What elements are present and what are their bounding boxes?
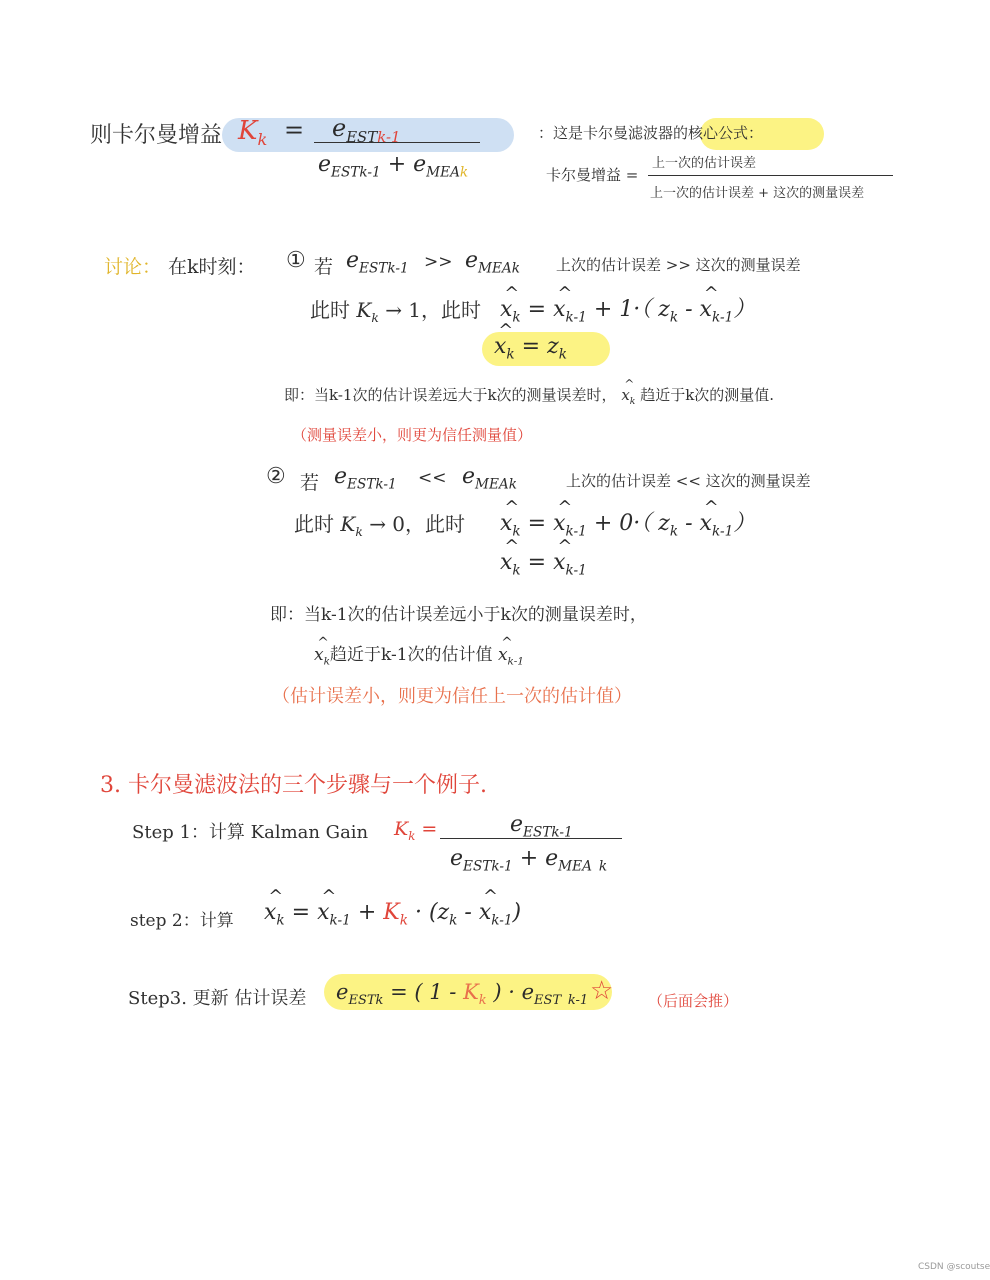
step3-label: Step3. 更新 估计误差 [128,988,307,1009]
discuss-label: 讨论： [104,256,162,278]
section3-heading: 3. 卡尔曼滤波法的三个步骤与一个例子. [100,773,487,798]
case2-equation: ^ $x_k$ = ^ $x_{k-1} + 0\cdot$（ $z_k$ - ^ $x_{k-1}$） [500,506,755,539]
step1-fraction-bar [440,838,622,839]
step3-equation: $e_{ESTk}$ = ( $1 - K_k$ ) · $e_{EST}$ $_{k-1}$ [336,980,589,1009]
case1-mea: $e_{MEAk}$ [465,248,521,277]
core-note: ：这是卡尔曼滤波器的核心公式： [538,124,764,142]
case2-paren: （估计误差小，则更为信任上一次的估计值） [272,686,632,707]
gain-fraction-bar [314,142,480,143]
case2-est: $e_{ESTk-1}$ [334,464,397,493]
case2-meaning-line2: ^ $x_k$趋近于k-1次的估计值 ^ $x_{k-1}$ [314,640,524,667]
gain-words-denominator: 上一次的估计误差 + 这次的测量误差 [650,186,865,201]
gain-kk: $K_k$ [238,116,268,150]
case1-cishi: 此时 $K_k \to 1$，此时 [310,298,482,325]
gain-title: 则卡尔曼增益 [90,123,223,148]
case1-equation: ^ $x_k$ = ^ $x_{k-1} + 1\cdot$（ $z_k$ - ^ $x_{k-1}$） [500,292,755,325]
case2-result: ^ $x_k$ = ^ $x_{k-1}$ [500,550,587,578]
step2-equation: ^ $x_k$ = ^ $x_{k-1} + K_k \cdot (z_k$ - ^ $x_{k-1}$) [264,900,521,928]
step1-label: Step 1：计算 Kalman Gain [132,822,369,843]
case1-meaning: 即：当k-1次的估计误差远大于k次的测量误差时， ^ $x_k$ 趋近于k次的测量值. [284,384,774,407]
step1-denominator: $e_{ESTk-1} + e_{MEA}$ $_k$ [450,846,608,875]
case2-mea: $e_{MEAk}$ [462,464,518,493]
case2-meaning-line1: 即：当k-1次的估计误差远小于k次的测量误差时， [270,605,647,625]
case1-result: ^ $x_k = z_k$ [494,334,567,362]
case1-words: 上次的估计误差 >> 这次的测量误差 [556,256,801,274]
case1-much-greater: >> [424,252,453,272]
watermark: CSDN @scoutse [918,1262,990,1272]
case2-ruo: 若 [300,472,320,494]
case1-est: $e_{ESTk-1}$ [346,248,409,277]
gain-words-bar [648,175,893,176]
case2-cishi: 此时 $K_k \to 0$，此时 [294,512,466,539]
step2-label: step 2：计算 [130,911,234,931]
case1-ruo: 若 [314,256,334,278]
step1-kk: $K_k$ = [394,818,438,843]
gain-numerator: $e_{ESTk-1}$ [332,114,401,146]
step1-numerator: $e_{ESTk-1}$ [510,812,573,841]
case2-marker: ② [266,464,286,489]
discuss-text: 在k时刻： [168,256,256,278]
step3-later-note: （后面会推） [648,992,739,1010]
case2-words: 上次的估计误差 << 这次的测量误差 [566,472,811,490]
gain-equals: = [284,116,305,144]
case1-marker: ① [286,248,306,273]
gain-words-label: 卡尔曼增益 = [546,166,639,184]
star-icon: ☆ [590,976,614,1006]
case1-paren: （测量误差小，则更为信任测量值） [292,426,533,444]
gain-words-numerator: 上一次的估计误差 [652,156,757,171]
case2-much-less: << [418,468,447,488]
gain-denominator: $e_{ESTk-1} + e_{MEAk}$ [318,152,469,181]
